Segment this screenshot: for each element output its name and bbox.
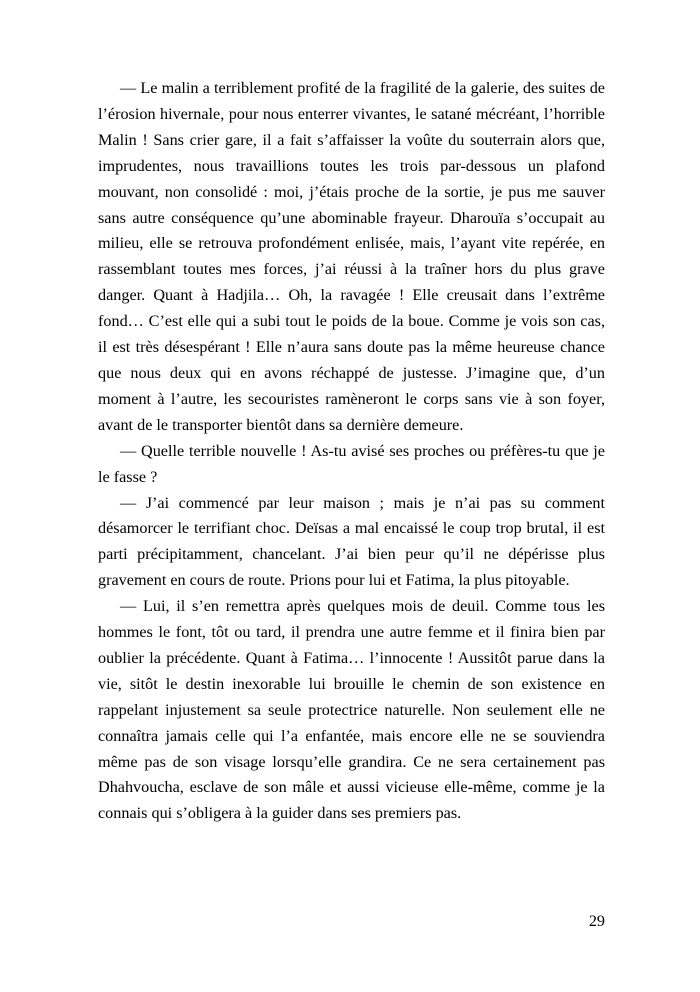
page-number: 29 bbox=[588, 912, 605, 930]
body-text-block bbox=[98, 76, 605, 827]
paragraph: — Lui, il s’en remettra après quelques mois de deuil. Comme tous les hommes le font, tôt ou tard, il prendra une autre femme et il finira bien par oublier la précédente. Quant à Fatima… l’innocente ! Aussitôt parue dans la vie, sitôt le destin inexorable lui brouille le chemin de son existence en rappelant injustement sa seule protectrice naturelle. Non seulement elle ne connaîtra jamais celle qui l’a enfantée, mais encore elle ne se souviendra même pas de son visage lorsqu’elle grandira. Ce ne sera certainement pas Dhahvoucha, esclave de son mâle et aussi vicieuse elle-même, comme je la connais qui s’obligera à la guider dans ses premiers pas. bbox=[98, 597, 605, 823]
paragraph: — Le malin a terriblement profité de la fragilité de la galerie, des suites de l’érosion hivernale, pour nous enterrer vivantes, le satané mécréant, l’horrible Malin ! Sans crier gare, il a fait s’affaisser la voûte du souterrain alors que, imprudentes, nous travaillions toutes les trois par-dessous un plafond mouvant, non consolidé : moi, j’étais proche de la sortie, je pus me sauver sans autre conséquence qu’une abominable frayeur. Dharouïa s’occupait au milieu, elle se retrouva profondément enlisée, mais, l’ayant vite repérée, en rassemblant toutes mes forces, j’ai réussi à la traîner hors du plus grave danger. Quant à Hadjila… Oh, la ravagée ! Elle creusait dans l’extrême fond… C’est elle qui a subi tout le poids de la boue. Comme je vois son cas, il est très désespérant ! Elle n’aura sans doute pas la même heureuse chance que nous deux qui en avons réchappé de justesse. J’imagine que, d’un moment à l’autre, les secouristes ramèneront le corps sans vie à son foyer, avant de le transporter bientôt dans sa dernière demeure. bbox=[98, 79, 605, 434]
paragraph: — Quelle terrible nouvelle ! As-tu avisé ses proches ou préfères-tu que je le fasse ? bbox=[98, 441, 605, 486]
paragraph: — J’ai commencé par leur maison ; mais je n’ai pas su comment désamorcer le terrifiant choc. Deïsas a mal encaissé le coup trop brutal, il est parti précipitamment, chancelant. J’ai bien peur qu’il ne dépérisse plus gravement en cours de route. Prions pour lui et Fatima, la plus pitoyable. bbox=[98, 493, 605, 590]
